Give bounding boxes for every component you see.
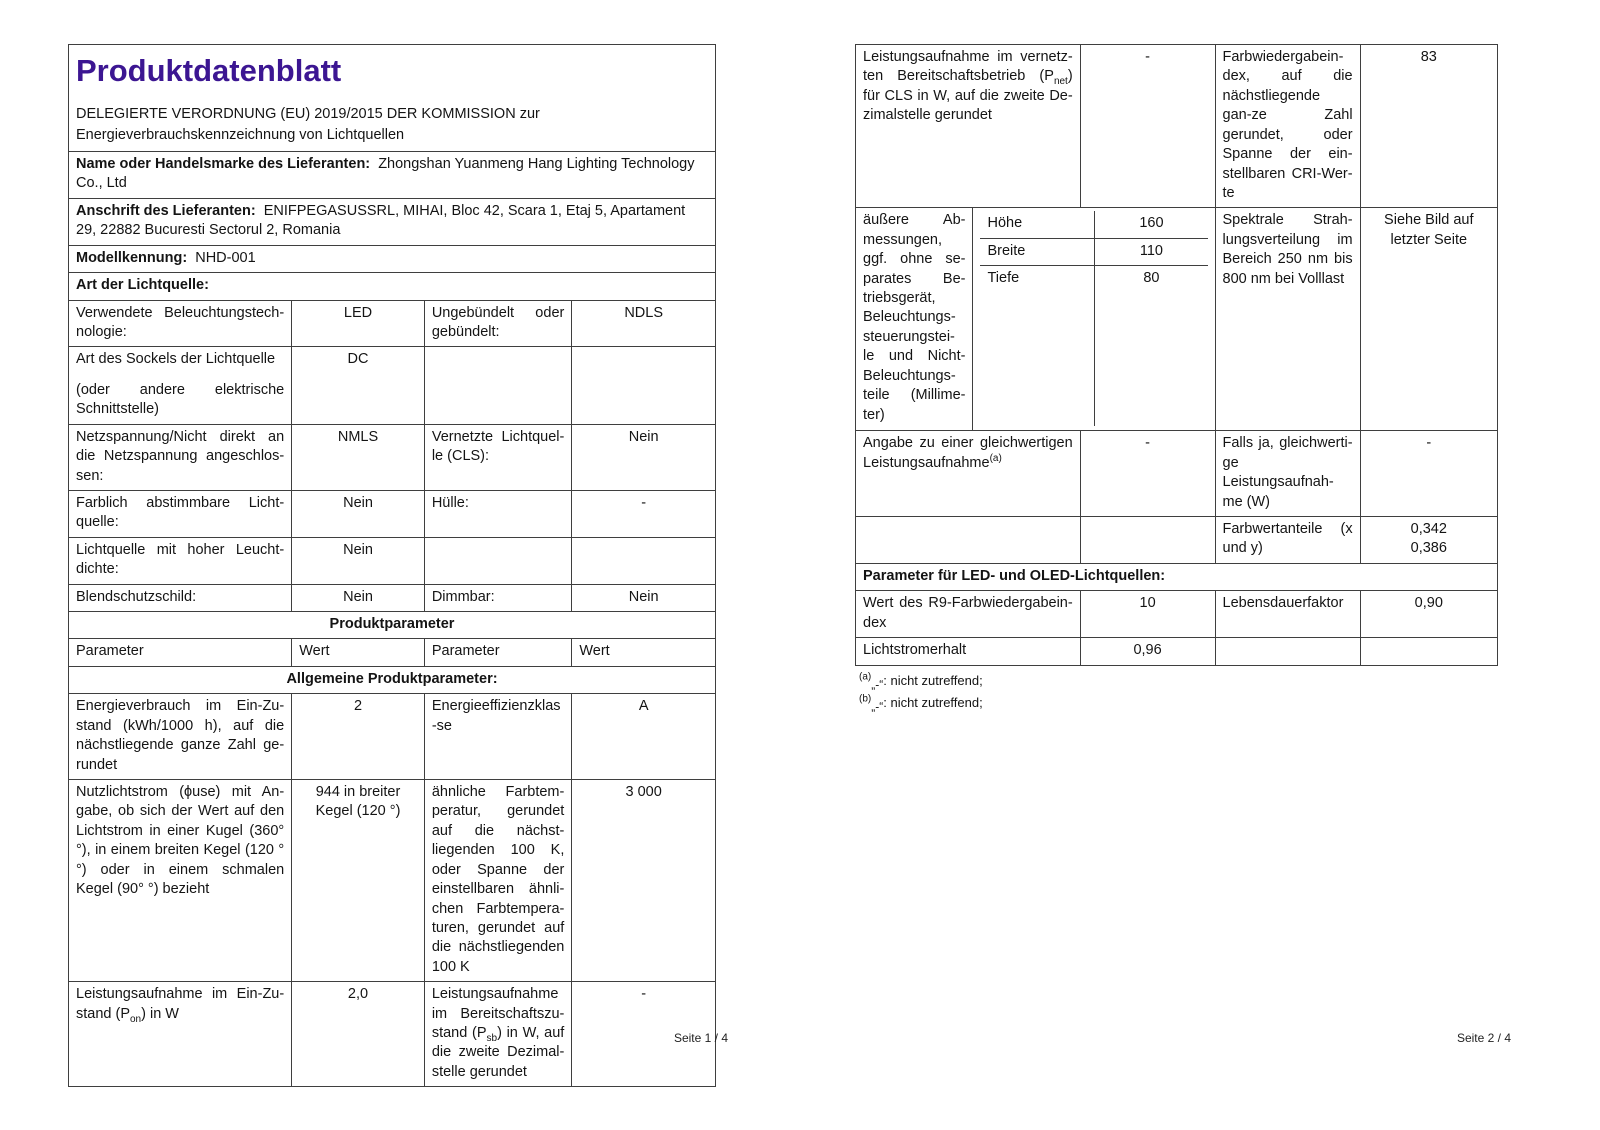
light-source-cell: Nein [292,584,425,611]
general-parameter-cell: 2 [292,694,425,780]
page-title: Produktdatenblatt [76,53,342,88]
supplier-row [69,198,716,245]
title-block [69,45,716,152]
supplier-cell: Name oder Handelsmarke des Lieferanten: Zhongshan Yuanmeng Hang Lighting Technology Co., Ltd [69,152,716,199]
page2-bottom-rows [856,591,1498,665]
supplier-row [69,245,716,272]
general-parameter-cell: ähnliche Farbtem-peratur, gerundet auf die nächst-liegenden 100 K, oder Spanne der einstellbaren ähnli-chen Farbtempera-turen, gerundet auf die nächstliegenden 100 K [424,780,572,982]
page2-parameter-cell: - [1080,45,1215,208]
light-source-cell: Art des Sockels der Lichtquelle (oder andere elektrische Schnittstelle) [69,347,292,424]
general-parameter-cell: Energieeffizienzklas-se [424,694,572,780]
general-parameter-cell: Nutzlichtstrom (ϕuse) mit An-gabe, ob sich der Wert auf den Lichtstrom in einer Kugel (360° °), in einem breiten Kegel (120 °°) oder in einem schmalen Kegel (90° °) bezieht [69,780,292,982]
allgemeine-header-row [69,666,716,693]
dimensions-subtable-cell [973,208,1215,431]
light-source-cell [572,347,716,424]
light-source-cell: DC [292,347,425,424]
page2-parameter-row [856,431,1498,517]
general-parameter-cell: A [572,694,716,780]
general-parameter-row [69,780,716,982]
dimension-filler-row [980,293,1207,427]
dimension-entry-row [980,266,1207,293]
produktparameter-header-row [69,612,716,639]
dimension-value: 110 [1095,238,1208,265]
page2-parameter-cell: - [1080,431,1215,517]
light-source-cell: Netzspannung/Nicht direkt an die Netzspannung angeschlos-sen: [69,424,292,490]
page2-parameter-cell: Falls ja, gleichwerti-ge Leistungsaufnah-me (W) [1215,431,1360,517]
dimension-value: 160 [1095,211,1208,238]
art-der-lichtquelle-header: Art der Lichtquelle: [69,273,716,300]
page2-parameter-cell: Wert des R9-Farbwiedergabein-dex [856,591,1081,638]
dimension-entry-row [980,238,1207,265]
page2-parameter-cell [856,517,1081,564]
light-source-row [69,537,716,584]
column-header-cell: Wert [572,639,716,666]
light-source-cell [424,537,572,584]
page-2 [855,44,1498,717]
page2-parameter-cell: Farbwertanteile (x und y) [1215,517,1360,564]
dimension-name: Breite [980,238,1094,265]
light-source-cell: Dimmbar: [424,584,572,611]
light-source-cell: Nein [292,490,425,537]
column-header-cell: Parameter [69,639,292,666]
produktparameter-header: Produktparameter [69,612,716,639]
supplier-info-rows [69,152,716,273]
dimensions-subtable [980,211,1207,426]
page2-parameter-cell: 0,90 [1360,591,1497,638]
section-header-row [69,273,716,300]
page2-parameter-cell [1080,517,1215,564]
page2-parameter-cell: Farbwiedergabein-dex, auf die nächstliegende gan-ze Zahl gerundet, oder Spanne der ein-stellbaren CRI-Wer-te [1215,45,1360,208]
general-parameter-cell: Leistungsaufnahme im Ein-Zu-stand $(P_{on})$ in W [69,982,292,1087]
page2-parameter-cell: Leistungsaufnahme im vernetz-ten Bereitschaftsbetrieb $(P_{net})$ für CLS in W, auf die zweite De-zimalstelle gerundet [856,45,1081,208]
regulation-subtitle-line1: DELEGIERTE VERORDNUNG (EU) 2019/2015 DER KOMMISSION zur [76,105,540,122]
light-source-cell [424,347,572,424]
light-source-cell [572,537,716,584]
light-source-cell: Vernetzte Lichtquel-le (CLS): [424,424,572,490]
led-section-header-row [856,563,1498,590]
dimension-entry-row [980,211,1207,238]
light-source-rows [69,300,716,611]
supplier-cell: Modellkennung: NHD-001 [69,245,716,272]
page2-mid-rows [856,431,1498,564]
light-source-cell: LED [292,300,425,347]
column-header-row [69,639,716,666]
page2-parameter-row [856,45,1498,208]
light-source-cell: Ungebündelt oder gebündelt: [424,300,572,347]
dimension-filler-cell [1095,293,1208,427]
general-parameter-cell: 3 000 [572,780,716,982]
page2-parameter-cell: Lichtstromerhalt [856,638,1081,665]
supplier-cell: Anschrift des Lieferanten: ENIFPEGASUSSRL, MIHAI, Bloc 42, Scara 1, Etaj 5, Apartament 29, 22882 Bucuresti Sectorul 2, Romania [69,198,716,245]
page1-table [68,44,716,1087]
footnote: $^{(b)}_{„-“}$: nicht zutreffend; [859,693,983,714]
column-header-cell: Parameter [424,639,572,666]
page2-top-rows [856,45,1498,208]
light-source-cell: - [572,490,716,537]
light-source-cell: Hülle: [424,490,572,537]
page2-parameter-cell: Lebensdauerfaktor [1215,591,1360,638]
light-source-cell: NDLS [572,300,716,347]
dimension-name: Höhe [980,211,1094,238]
page2-parameter-row [856,638,1498,665]
light-source-cell: NMLS [292,424,425,490]
general-parameter-cell: Energieverbrauch im Ein-Zu-stand (kWh/1000 h), auf die nächstliegende ganze Zahl ge-rundet [69,694,292,780]
page2-parameter-cell: Angabe zu einer gleichwertigen Leistungsaufnahme$^{(a)}$ [856,431,1081,517]
page2-parameter-cell: 10 [1080,591,1215,638]
dimension-filler-cell [980,293,1094,427]
light-source-row [69,300,716,347]
page2-parameter-cell: 83 [1360,45,1497,208]
light-source-cell: Farblich abstimmbare Licht-quelle: [69,490,292,537]
footnotes [855,671,1498,714]
allgemeine-produktparameter-header: Allgemeine Produktparameter: [69,666,716,693]
spectral-distribution-value: Siehe Bild auf letzter Seite [1360,208,1497,431]
page2-parameter-row [856,517,1498,564]
general-parameter-rows [69,694,716,1087]
general-parameter-row [69,694,716,780]
light-source-cell: Lichtquelle mit hoher Leucht-dichte: [69,537,292,584]
led-oled-parameter-header: Parameter für LED- und OLED-Lichtquellen: [856,563,1498,590]
regulation-subtitle-line2: Energieverbrauchskennzeichnung von Lichtquellen [76,127,405,144]
light-source-row [69,424,716,490]
dimensions-row [856,208,1498,431]
light-source-cell: Nein [572,424,716,490]
column-header-cell: Wert [292,639,425,666]
general-parameter-cell: Leistungsaufnahme im Bereitschaftszu-stand $(P_{sb})$ in W, auf die zweite Dezimal-stelle gerundet [424,982,572,1087]
light-source-row [69,347,716,424]
page2-footer: Seite 2 / 4 [1456,1031,1511,1045]
light-source-cell: Nein [292,537,425,584]
page-1 [68,44,716,1087]
page2-parameter-row [856,591,1498,638]
page2-parameter-cell [1360,638,1497,665]
supplier-row [69,152,716,199]
dimension-value: 80 [1143,270,1160,287]
page2-table [855,44,1498,666]
title-row [69,45,716,152]
general-parameter-cell: 944 in breiter Kegel (120 °) [292,780,425,982]
general-parameter-cell: - [572,982,716,1087]
light-source-row [69,490,716,537]
page2-parameter-cell: 0,96 [1080,638,1215,665]
footnote: $^{(a)}_{„-“}$: nicht zutreffend; [859,671,983,692]
light-source-cell: Verwendete Beleuchtungstech-nologie: [69,300,292,347]
general-parameter-cell: 2,0 [292,982,425,1087]
page2-parameter-cell: 0,342 0,386 [1360,517,1497,564]
dimension-name: Tiefe [980,266,1094,293]
light-source-cell: Blendschutzschild: [69,584,292,611]
page1-footer: Seite 1 / 4 [673,1031,728,1045]
page2-parameter-cell: - [1360,431,1497,517]
light-source-cell: Nein [572,584,716,611]
spectral-distribution-label: Spektrale Strah-lungsverteilung im Bereich 250 nm bis 800 nm bei Volllast [1215,208,1360,431]
dimensions-label: äußere Ab-messungen, ggf. ohne se-parates Be-triebsgerät, Beleuchtungs-steuerungstei-le und Nicht-Beleuchtungs-teile (Millime-ter) [856,208,973,431]
light-source-row [69,584,716,611]
page2-parameter-cell [1215,638,1360,665]
